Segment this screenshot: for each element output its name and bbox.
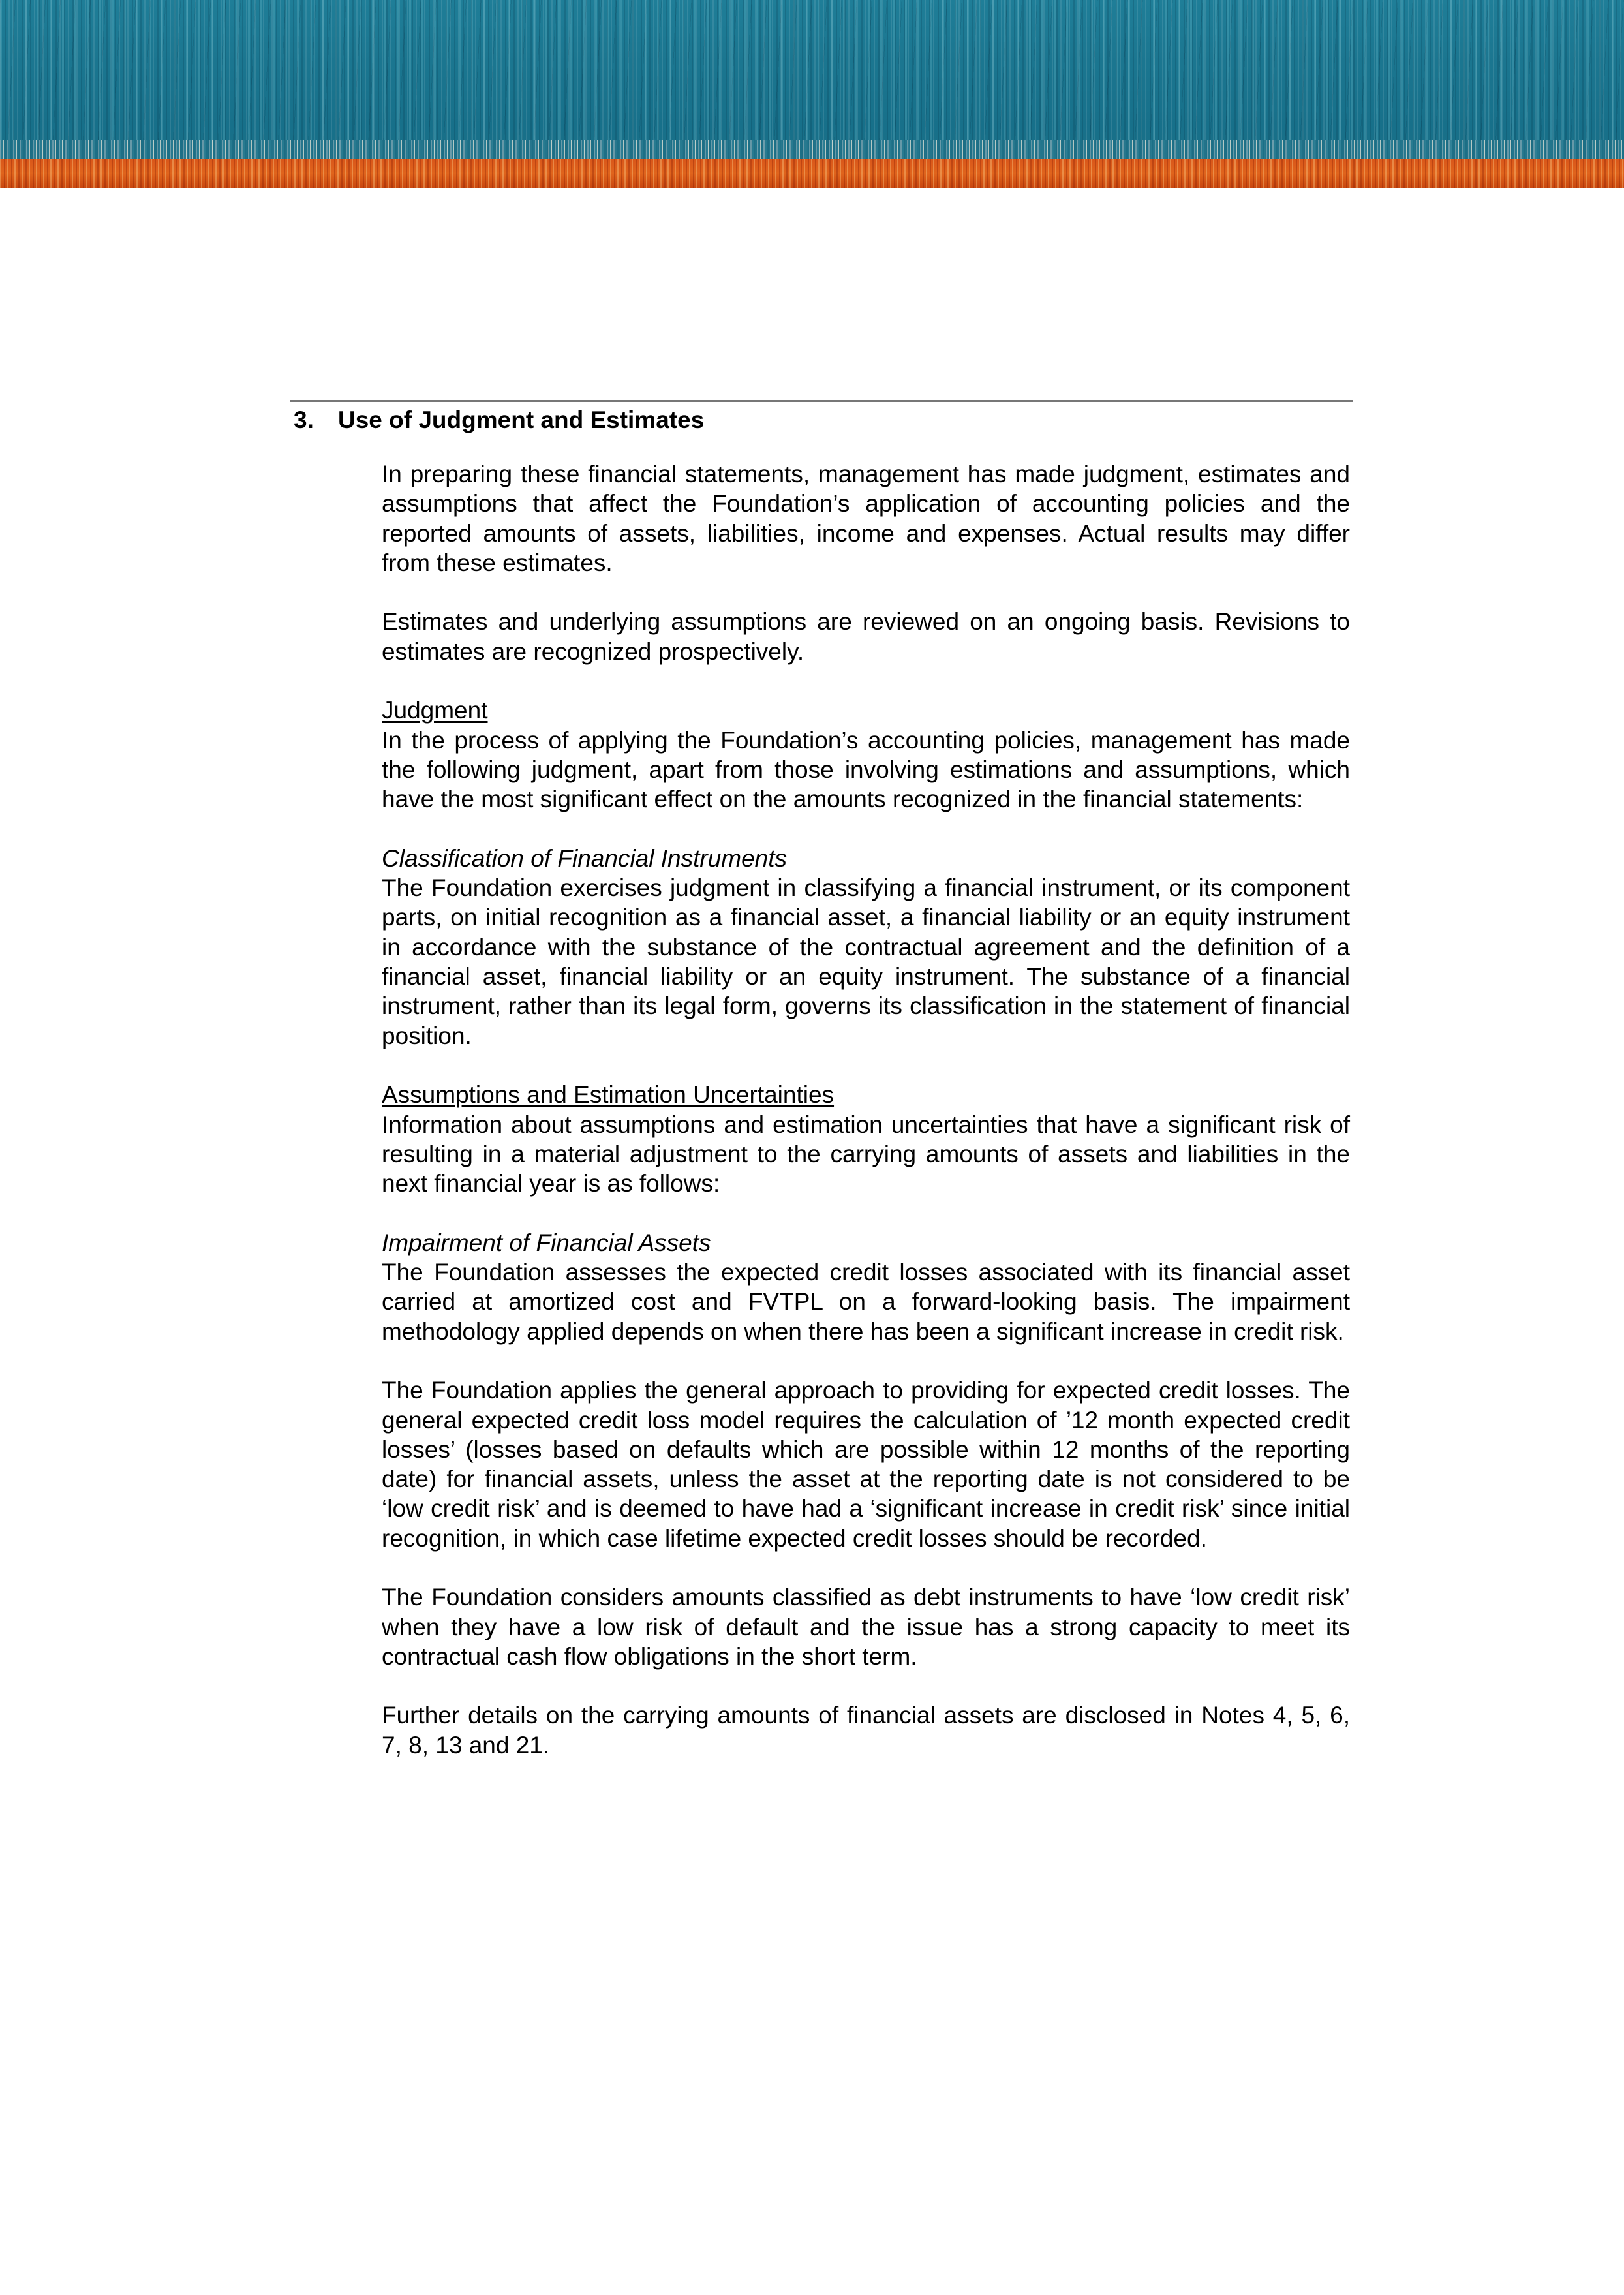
section-body <box>382 459 1350 1760</box>
assumptions-block <box>382 1080 1350 1198</box>
paragraph-classification: The Foundation exercises judgment in classifying a financial instrument, or its component parts, on initial recognition as a financial asset, a financial liability or an equity instrument in accordance with the substance of the contractual agreement and the definition of a financial asset, financial liability or an equity instrument. The substance of a financial instrument, rather than its legal form, governs its classification in the statement of financial position. <box>382 874 1350 1049</box>
banner-teal-band <box>0 0 1624 159</box>
banner-orange-band <box>0 159 1624 188</box>
header-banner <box>0 0 1624 188</box>
paragraph-further-details: Further details on the carrying amounts of financial assets are disclosed in Notes 4, 5, 6, 7, 8, 13 and 21. <box>382 1702 1350 1759</box>
paragraph-assumptions: Information about assumptions and estimation uncertainties that have a significant risk of resulting in a material adjustment to the carrying amounts of assets and liabilities in the next financial year is as follows: <box>382 1111 1350 1197</box>
paragraph-general-approach: The Foundation applies the general approach to providing for expected credit losses. The general expected credit loss model requires the calculation of ’12 month expected credit losses’ (losses based on defaults which are possible within 12 months of the reporting date) for financial assets, unless the asset at the reporting date is not considered to be ‘low credit risk’ and is deemed to have had a ‘significant increase in credit risk’ since initial recognition, in which case lifetime expected credit losses should be recorded. <box>382 1377 1350 1552</box>
section-title: Use of Judgment and Estimates <box>338 407 705 433</box>
paragraph-judgment: In the process of applying the Foundation’s accounting policies, management has made the following judgment, apart from those involving estimations and assumptions, which have the most significant effect on the amounts recognized in the financial statements: <box>382 726 1350 813</box>
impairment-block <box>382 1228 1350 1346</box>
paragraph-impairment: The Foundation assesses the expected credit losses associated with its financial asset carried at amortized cost and FVTPL on a forward-looking basis. The impairment methodology applied depends on when there has been a significant increase in credit risk. <box>382 1259 1350 1345</box>
assumptions-heading: Assumptions and Estimation Uncertainties <box>382 1081 835 1109</box>
judgment-heading: Judgment <box>382 697 488 724</box>
paragraph-low-credit-risk: The Foundation considers amounts classified as debt instruments to have ‘low credit risk’ when they have a low risk of default and the issue has a strong capacity to meet its contractual cash flow obligations in the short term. <box>382 1584 1350 1670</box>
impairment-heading: Impairment of Financial Assets <box>382 1229 711 1256</box>
section-heading <box>294 403 704 437</box>
paragraph-revisions: Estimates and underlying assumptions are reviewed on an ongoing basis. Revisions to estimates are recognized prospectively. <box>382 608 1350 665</box>
classification-block <box>382 844 1350 1051</box>
paragraph-intro: In preparing these financial statements, management has made judgment, estimates and assumptions that affect the Foundation’s application of accounting policies and the reported amounts of assets, liabilities, income and expenses. Actual results may differ from these estimates. <box>382 461 1350 576</box>
section-rule <box>290 400 1353 402</box>
classification-heading: Classification of Financial Instruments <box>382 844 788 872</box>
judgment-block <box>382 696 1350 814</box>
section-number: 3. <box>294 407 314 433</box>
